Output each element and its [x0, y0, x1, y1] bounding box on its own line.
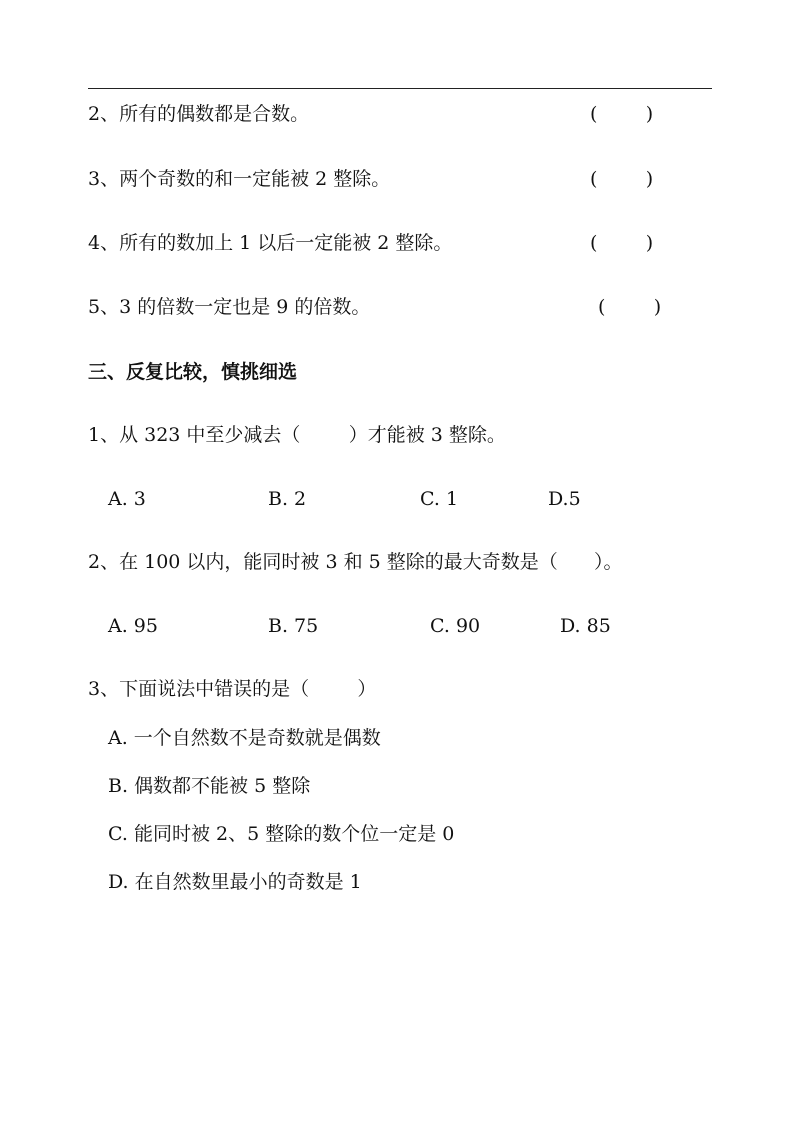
top-rule	[88, 88, 712, 89]
q1-option-a[interactable]: A. 3	[108, 488, 146, 510]
judge-item-4: 4、所有的数加上 1 以后一定能被 2 整除。	[88, 232, 453, 254]
q2-option-c[interactable]: C. 90	[430, 615, 481, 637]
q2-option-b[interactable]: B. 75	[268, 615, 319, 637]
judge-item-5: 5、3 的倍数一定也是 9 的倍数。	[88, 296, 371, 318]
question-2: 2、在 100 以内，能同时被 3 和 5 整除的最大奇数是（ ）。	[88, 551, 623, 573]
q1-option-b[interactable]: B. 2	[268, 488, 307, 510]
q3-option-d[interactable]: D. 在自然数里最小的奇数是 1	[108, 871, 362, 893]
q3-option-c[interactable]: C. 能同时被 2、5 整除的数个位一定是 0	[108, 823, 455, 845]
question-3: 3、下面说法中错误的是（ ）	[88, 678, 377, 700]
q1-option-c[interactable]: C. 1	[420, 488, 459, 510]
judge-answer-paren-2[interactable]: ( )	[590, 103, 654, 125]
judge-answer-paren-5[interactable]: ( )	[598, 296, 662, 318]
judge-item-2: 2、所有的偶数都是合数。	[88, 103, 310, 125]
judge-answer-paren-3[interactable]: ( )	[590, 168, 654, 190]
q3-option-a[interactable]: A. 一个自然数不是奇数就是偶数	[108, 727, 381, 749]
judge-item-3: 3、两个奇数的和一定能被 2 整除。	[88, 168, 391, 190]
section-title: 三、反复比较，慎挑细选	[88, 361, 298, 383]
question-1: 1、从 323 中至少减去（ ）才能被 3 整除。	[88, 424, 506, 446]
q1-option-d[interactable]: D.5	[548, 488, 581, 510]
q3-option-b[interactable]: B. 偶数都不能被 5 整除	[108, 775, 311, 797]
q2-option-a[interactable]: A. 95	[108, 615, 158, 637]
q2-option-d[interactable]: D. 85	[560, 615, 611, 637]
judge-answer-paren-4[interactable]: ( )	[590, 232, 654, 254]
